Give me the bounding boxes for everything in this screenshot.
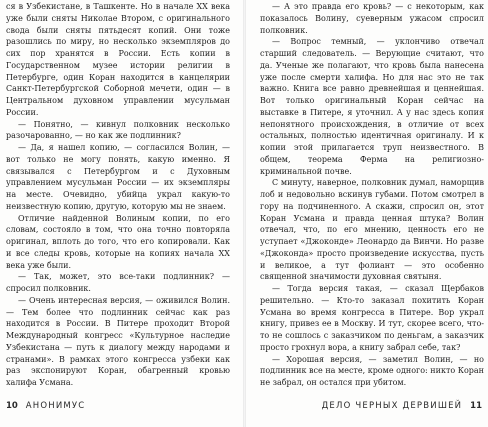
page-number: 10 [6,401,18,411]
paragraph: — Тогда версия такая, — сказал Щербаков решительно. — Кто-то заказал похитить Коран Усмана во время конгресса в Питере. Вор украл книгу, привез ее в Москву. И тут, скорее всего, что-то не сошлось с заказчиком по деньгам, а заказчик просто грохнул вора, а книгу забрал себе, так? [260,284,484,352]
right-page-footer [256,401,482,411]
left-page-text [6,1,230,389]
paragraph: Отличие найденной Волиным копии, по его словам, состояло в том, что она точно повторяла оригинал, вплоть до того, что его копировали. Как и все следы кровь, которые на копиях начала XX века уже были. [6,213,230,270]
running-head: АНОНИМУС [25,401,86,411]
right-page-text [260,1,484,389]
book-gutter [243,0,246,427]
paragraph: — А это правда его кровь? — с некоторым, как показалось Волину, суеверным ужасом спросил полковник. [260,2,484,35]
page-number: 11 [470,401,482,411]
running-head: ДЕЛО ЧЕРНЫХ ДЕРВИШЕЙ [321,401,463,411]
paragraph: — Хорошая версия, — заметил Волин, — но подлинник все на месте, кроме одного: никто Коран не забрал, он остался при убитом. [260,354,484,387]
paragraph: — Очень интересная версия, — оживился Волин. — Тем более что подлинник сейчас как раз находится в России. В Питере проходит Второй Международный конгресс «Культурное наследие Узбекистана — путь к диалогу между народами и странами». В рамках этого конгресса узбеки как раз экспонируют Коран, обагренный кровью халифа Усмана. [6,295,230,387]
left-page-footer [6,401,232,411]
paragraph: ся в Узбекистане, в Ташкенте. Но в начале XX века уже были сняты Николае Втором, с оригинального свода были сняты пятьдесят копий. Они тоже разошлись по миру, но несколько экземпляров до сих пор хранятся в России. Есть копии в Государственном музее истории религии в Петербурге, один Коран находится в канцелярии Санкт-Петербургской Соборной мечети, один — в Центральном духовном управлении мусульман России. [6,2,230,117]
paragraph: — Да, я нашел копию, — согласился Волин, — вот только не могу понять, какую именно. Я связывался с Петербургом и с Духовным управлением мусульман России — их экземпляры на месте. Очевидно, убийца украл какую-то неизвестную копию, другую, которую мы не знаем. [6,143,230,211]
paragraph: С минуту, наверное, полковник думал, наморщив лоб и недовольно вскинув губами. Потом смотрел в гору на подчиненного. А скажи, спросил он, этот Коран Усмана и правда ценная штука? Волин отвечал, что, по его мнению, ценность его не уступает «Джоконде» Леонардо да Винчи. Но разве «Джоконда» просто произведение искусства, пусть и великое, а тут фолиант — это особенно священной значимости духовная святыня. [260,178,484,282]
paragraph: — Так, может, это все-таки подлинник? — спросил полковник. [6,272,230,293]
paragraph: — Вопрос темный, — уклончиво отвечал старший следователь. — Верующие считают, что да. Ученые же полагают, что кровь была нанесена уже после смерти халифа. Но для нас это не так важно. Книга все равно древнейшая и ценнейшая. Вот только оригинальный Коран сейчас на выставке в Питере, я уточнил. А у нас здесь копия непонятного происхождения, в отличие от всех остальных, полностью идентичная оригиналу. И к копии этой прилагается труп неизвестного. В общем, теорема Ферма на религиозно-криминальной почве. [260,37,484,176]
right-page [256,0,488,427]
left-page [6,0,238,427]
paragraph: — Понятно, — кивнул полковник несколько разочарованно, — но как же подлинник? [6,119,230,141]
